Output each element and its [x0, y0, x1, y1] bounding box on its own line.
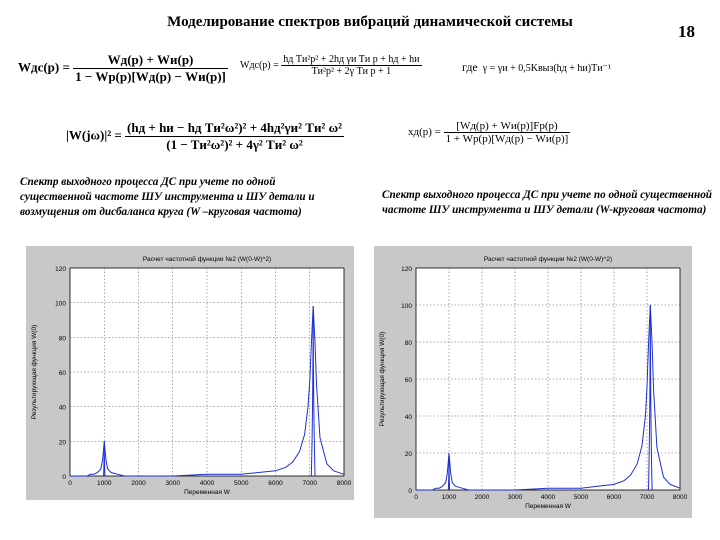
y-tick-label: 120	[401, 266, 412, 273]
chart-title: Расчет частотной функции №2 (W(0-W)^2)	[483, 256, 613, 263]
y-tick-label: 60	[404, 377, 412, 384]
x-tick-label: 6000	[606, 494, 622, 501]
formula-wds: Wдс(p) = $\frac{Wд(p) + Wи(p)}{1 - Wр(p)[Wд(p) - Wи(p)]}$	[18, 52, 226, 84]
chart-left	[26, 246, 354, 500]
x-tick-label: 0	[414, 494, 418, 501]
resonance-peak	[448, 453, 449, 490]
y-tick-label: 80	[404, 340, 412, 347]
x-tick-label: 1000	[441, 494, 457, 501]
x-tick-label: 1000	[97, 480, 112, 487]
formula-amplitude: |W(jω)|² = $\frac{\text{(hд + hи − hд Tи²ω²)² + 4hд²γи² Tи² ω²}}{\text{(1 − Tи²ω²)² + 4γ² Tи² ω²}}$	[66, 120, 342, 152]
y-tick-label: 20	[404, 451, 412, 458]
caption-right: Спектр выходного процесса ДС при учете по одной существенной частоте ШУ инструмента и ШУ детали (W-круговая частота)	[382, 189, 713, 216]
y-tick-label: 60	[58, 370, 66, 377]
y-tick-label: 120	[55, 266, 66, 273]
y-tick-label: 40	[404, 414, 412, 421]
y-axis-label: Результирующая функция W(0)	[379, 331, 386, 427]
x-tick-label: 3000	[165, 480, 180, 487]
x-tick-label: 7000	[639, 494, 655, 501]
x-tick-label: 8000	[336, 480, 352, 487]
x-axis-label: Переменная W	[525, 503, 571, 510]
formula-wds-expanded: Wдс(p) = $\frac{\text{hд Tи²p² + 2hд γи Tи p + hд + hи}}{\text{Tи²p² + 2γ Tи p + 1}}$	[240, 54, 420, 77]
chart-left-panel	[26, 246, 354, 500]
x-tick-label: 7000	[302, 480, 317, 487]
y-axis-label: Результирующая функция W(0)	[31, 324, 38, 420]
x-tick-label: 4000	[540, 494, 556, 501]
y-tick-label: 40	[58, 404, 66, 412]
formula-gamma: где γ = γи + 0,5Kвыз(hд + hи)Tи⁻¹	[462, 60, 611, 74]
x-tick-label: 0	[68, 480, 72, 487]
caption-left: Спектр выходного процесса ДС при учете по одной существенной частоте ШУ инструмента и ШУ детали и возмущения от дисбаланса круга (W –круговая частота)	[20, 176, 315, 218]
x-axis-label: Переменная W	[184, 489, 230, 496]
chart-right	[374, 246, 692, 518]
page-number: 18	[678, 22, 695, 41]
x-tick-label: 5000	[573, 494, 589, 501]
page-title: Моделирование спектров вибраций динамической системы	[167, 14, 573, 30]
formula-x: xд(p) = $\frac{[Wд(p) + Wи(p)]Fp(p)}{1 + Wр(p)[Wд(p) - Wи(p)]}$	[408, 120, 569, 145]
y-tick-label: 0	[408, 488, 412, 495]
y-tick-label: 100	[401, 303, 412, 310]
x-tick-label: 4000	[199, 480, 215, 487]
x-tick-label: 2000	[474, 494, 490, 501]
chart-title: Расчет частотной функции №2 (W(0-W)^2)	[142, 256, 272, 263]
x-tick-label: 6000	[268, 480, 283, 487]
resonance-peak	[104, 441, 105, 476]
y-tick-label: 0	[62, 474, 66, 481]
x-tick-label: 3000	[507, 494, 523, 501]
x-tick-label: 5000	[234, 480, 249, 487]
y-tick-label: 80	[58, 335, 66, 343]
x-tick-label: 2000	[131, 480, 146, 487]
x-tick-label: 8000	[672, 494, 688, 501]
y-tick-label: 20	[58, 439, 66, 447]
chart-right-panel	[374, 246, 692, 518]
y-tick-label: 100	[55, 300, 66, 308]
